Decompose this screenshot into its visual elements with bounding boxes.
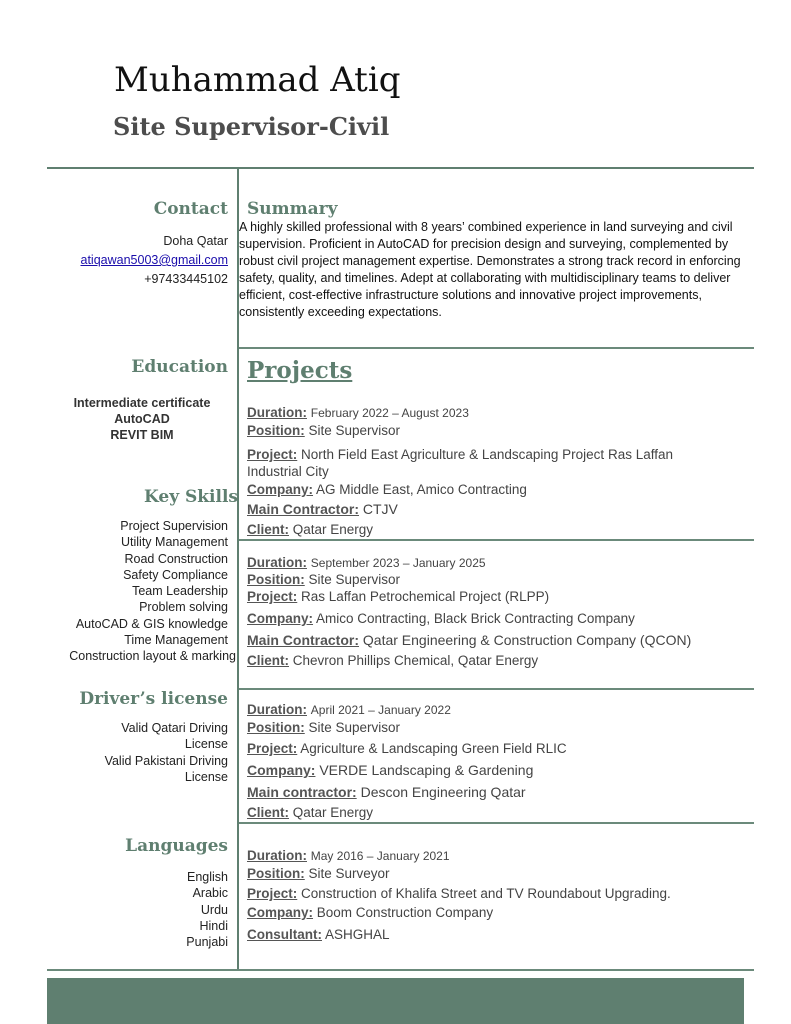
project-4-project — [247, 886, 671, 901]
job-title: Site Supervisor-Civil — [113, 112, 390, 141]
project-1-company — [247, 482, 527, 497]
bottom-divider — [47, 969, 754, 971]
education-list — [47, 395, 237, 443]
contact-heading: Contact — [153, 199, 228, 219]
project-label: Project: — [247, 741, 298, 756]
skill-item: Problem solving — [139, 600, 228, 615]
client-label: Client: — [247, 522, 289, 537]
client-label: Client: — [247, 805, 289, 820]
position-value: Site Supervisor — [308, 572, 401, 587]
project-1-client — [247, 522, 373, 537]
project-value: Agriculture & Landscaping Green Field RLIC — [300, 741, 567, 756]
project-2-client — [247, 653, 538, 668]
languages-heading: Languages — [125, 836, 228, 856]
position-label: Position: — [247, 866, 305, 881]
contractor-label: Main Contractor: — [247, 632, 359, 648]
duration-label: Duration: — [247, 555, 307, 570]
project-value: Ras Laffan Petrochemical Project (RLPP) — [301, 589, 550, 604]
company-label: Company: — [247, 611, 314, 626]
project-2-duration — [247, 555, 486, 570]
project-1-position — [247, 423, 400, 438]
license-line: License — [184, 769, 228, 784]
position-value: Site Surveyor — [308, 866, 390, 881]
company-label: Company: — [247, 905, 314, 920]
license-line: License — [184, 737, 228, 752]
language-item: Hindi — [199, 918, 228, 933]
skills-heading: Key Skills — [143, 487, 238, 507]
project-1-project — [247, 446, 717, 480]
license-line: Valid Qatari Driving — [121, 721, 228, 735]
summary-text: A highly skilled professional with 8 years’ combined experience in land surveying and civil supervision. Proficient in AutoCAD for precision design and surveying, complemented by robust civil project management expertise. Demonstrates a strong track record in enforcing safety, quality, and timelines. Adept at collaborating with multidisciplinary teams to deliver efficient, cost-effective infrastructure solutions and innovative project improvements, consistently exceeding expectations. — [239, 220, 741, 319]
project-label: Project: — [247, 886, 298, 901]
contractor-value: Qatar Engineering & Construction Company (QCON) — [362, 632, 692, 648]
project-label: Project: — [247, 589, 298, 604]
duration-value: April 2021 – January 2022 — [310, 703, 451, 717]
language-item: English — [187, 870, 228, 884]
section-divider — [239, 688, 754, 690]
project-1-contractor — [247, 501, 398, 517]
skills-list — [69, 518, 236, 665]
education-item: REVIT BIM — [110, 428, 174, 442]
license-heading: Driver’s license — [79, 689, 228, 709]
contractor-label: Main contractor: — [247, 784, 357, 800]
duration-label: Duration: — [247, 405, 307, 420]
client-value: Qatar Energy — [292, 805, 374, 820]
client-label: Client: — [247, 653, 289, 668]
project-3-contractor — [247, 784, 526, 800]
skill-item: AutoCAD & GIS knowledge — [75, 616, 228, 631]
duration-value: May 2016 – January 2021 — [310, 849, 450, 863]
company-value: Boom Construction Company — [316, 905, 494, 920]
education-heading: Education — [131, 357, 228, 377]
project-1-duration — [247, 405, 469, 420]
education-item: Intermediate certificate — [73, 396, 211, 410]
section-divider — [239, 539, 754, 541]
company-label: Company: — [247, 482, 314, 497]
position-label: Position: — [247, 720, 305, 735]
company-value: VERDE Landscaping & Gardening — [319, 762, 534, 778]
project-4-position — [247, 866, 390, 881]
company-value: Amico Contracting, Black Brick Contracting Company — [316, 611, 635, 626]
duration-label: Duration: — [247, 848, 307, 863]
projects-heading: Projects — [247, 357, 353, 384]
duration-value: February 2022 – August 2023 — [310, 406, 469, 420]
skill-item: Road Construction — [124, 551, 228, 566]
license-line: Valid Pakistani Driving — [104, 753, 228, 768]
skill-item: Team Leadership — [132, 584, 228, 599]
position-label: Position: — [247, 423, 305, 438]
skill-item: Time Management — [124, 633, 228, 648]
project-value: Construction of Khalifa Street and TV Roundabout Upgrading. — [301, 886, 671, 901]
project-3-company — [247, 762, 533, 778]
section-divider — [239, 822, 754, 824]
consultant-value: ASHGHAL — [325, 927, 390, 942]
top-divider — [47, 167, 754, 169]
project-2-project — [247, 589, 549, 604]
skill-item: Project Supervision — [120, 519, 228, 533]
client-value: Qatar Energy — [292, 522, 374, 537]
project-3-duration — [247, 702, 451, 717]
duration-value: September 2023 – January 2025 — [310, 556, 486, 570]
language-item: Arabic — [192, 886, 228, 901]
project-3-position — [247, 720, 400, 735]
contact-location: Doha Qatar — [163, 234, 228, 248]
project-3-client — [247, 805, 373, 820]
skill-item: Safety Compliance — [123, 567, 228, 582]
project-2-position — [247, 572, 400, 587]
company-value: AG Middle East, Amico Contracting — [316, 482, 527, 497]
skill-item: Utility Management — [121, 535, 228, 550]
contractor-value: Descon Engineering Qatar — [360, 784, 526, 800]
position-value: Site Supervisor — [308, 720, 401, 735]
skill-item: Construction layout & marking — [69, 649, 236, 664]
project-4-company — [247, 905, 493, 920]
language-item: Punjabi — [186, 935, 228, 950]
contractor-value: CTJV — [362, 501, 398, 517]
footer-bar — [47, 978, 744, 1024]
summary-heading: Summary — [247, 199, 338, 219]
project-4-consultant — [247, 927, 390, 942]
section-divider — [239, 347, 754, 349]
project-3-project — [247, 741, 567, 756]
language-item: Urdu — [200, 902, 228, 917]
project-2-contractor — [247, 632, 691, 648]
project-2-company — [247, 611, 635, 626]
contact-email-link[interactable]: atiqawan5003@gmail.com — [80, 253, 228, 267]
project-4-duration — [247, 848, 450, 863]
position-value: Site Supervisor — [308, 423, 401, 438]
languages-list — [186, 869, 228, 950]
contractor-label: Main Contractor: — [247, 501, 359, 517]
contact-phone: +97433445102 — [144, 272, 228, 286]
project-value: North Field East Agriculture & Landscaping Project Ras Laffan Industrial City — [247, 447, 673, 479]
consultant-label: Consultant: — [247, 927, 322, 942]
duration-label: Duration: — [247, 702, 307, 717]
education-item: AutoCAD — [114, 412, 170, 426]
contact-email-wrapper — [81, 252, 229, 268]
company-label: Company: — [247, 762, 316, 778]
candidate-name: Muhammad Atiq — [114, 60, 401, 100]
project-label: Project: — [247, 447, 298, 462]
license-list — [105, 720, 228, 785]
position-label: Position: — [247, 572, 305, 587]
client-value: Chevron Phillips Chemical, Qatar Energy — [292, 653, 539, 668]
